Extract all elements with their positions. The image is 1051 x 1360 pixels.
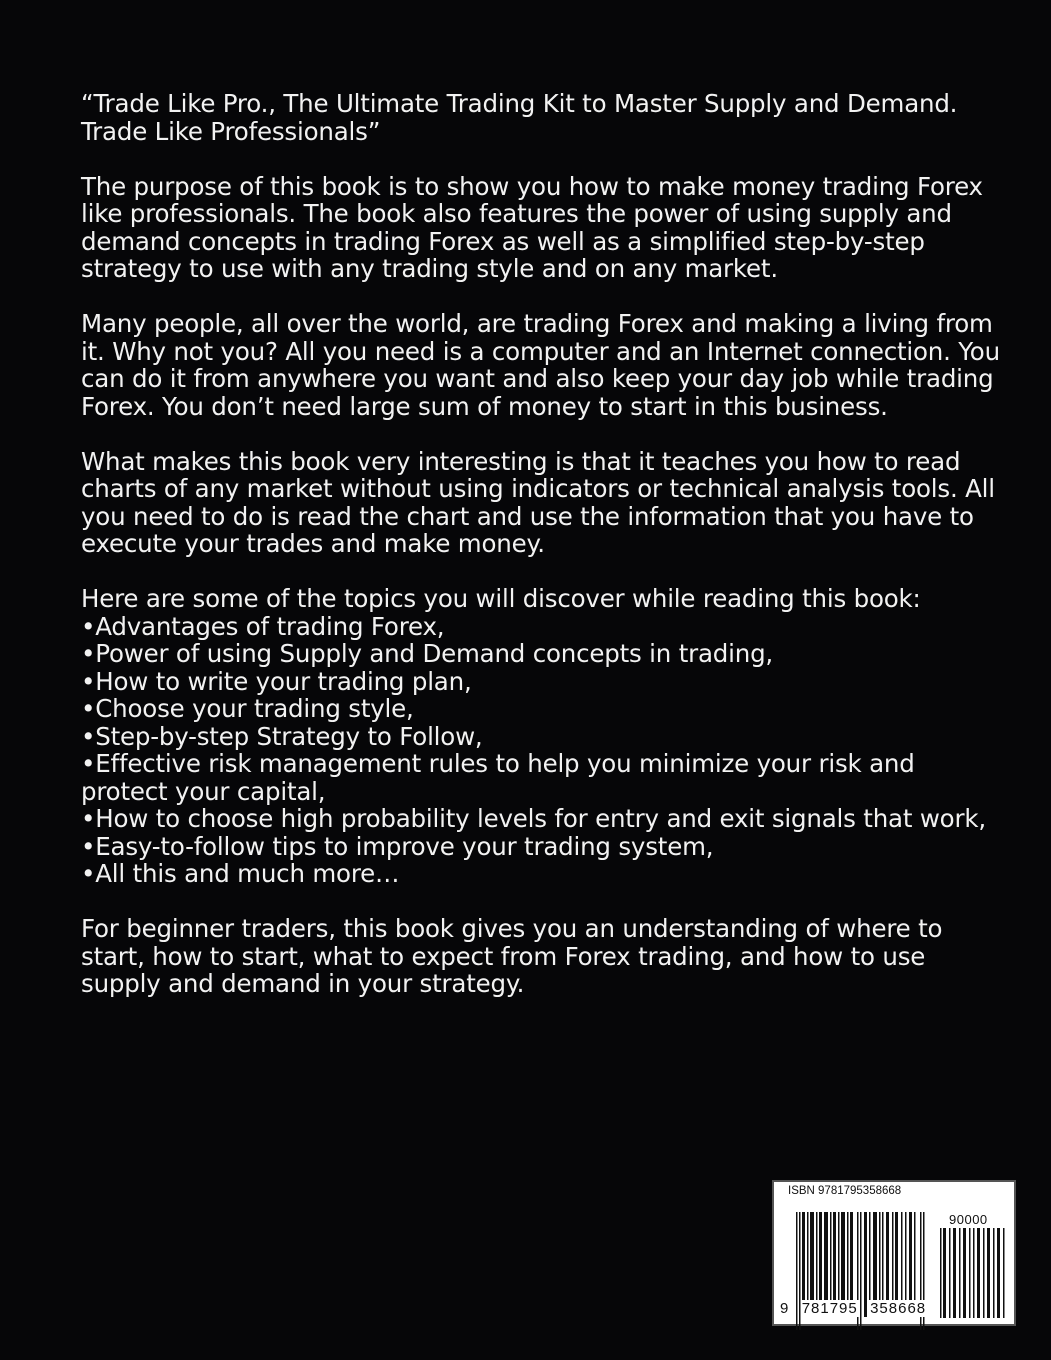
paragraph-charts: What makes this book very interesting is that it teaches you how to read charts of any market without using indicators or technical analysis tools. All you need to do is read the chart and use the information that you have to execute your trades and make money. xyxy=(81,446,995,558)
barcode-digits-group1: 781795 xyxy=(801,1300,858,1317)
list-item: •How to write your trading plan, xyxy=(81,666,472,696)
barcode-digits-group2: 358668 xyxy=(870,1300,927,1317)
title-quote: “Trade Like Pro., The Ultimate Trading Kit to Master Supply and Demand. Trade Like Professionals” xyxy=(81,89,958,146)
list-item: •Power of using Supply and Demand concepts in trading, xyxy=(81,639,774,668)
price-code: 90000 xyxy=(949,1212,988,1227)
barcode-digits xyxy=(779,1300,927,1317)
list-item: •Effective risk management rules to help you minimize your risk and protect your capital, xyxy=(81,749,915,806)
list-item: •Choose your trading style, xyxy=(81,694,414,723)
list-item: •How to choose high probability levels for entry and exit signals that work, xyxy=(81,804,986,833)
paragraph-closing: For beginner traders, this book gives you an understanding of where to start, how to start, what to expect from Forex trading, and how to use supply and demand in your strategy. xyxy=(81,914,943,998)
paragraph-people: Many people, all over the world, are trading Forex and making a living from it. Why not you? All you need is a computer and an Internet connection. You can do it from anywhere you want and also keep your day job while trading Forex. You don’t need large sum of money to start in this business. xyxy=(81,309,1000,421)
barcode-digit-first: 9 xyxy=(780,1300,790,1317)
paragraph-purpose: The purpose of this book is to show you how to make money trading Forex like professionals. The book also features the power of using supply and demand concepts in trading Forex as well as a simplified step-by-step strategy to use with any trading style and on any market. xyxy=(81,171,983,283)
list-item: •All this and much more… xyxy=(81,859,400,888)
back-cover-text xyxy=(81,90,1001,1025)
list-item: •Step-by-step Strategy to Follow, xyxy=(81,721,483,751)
isbn-label: ISBN 9781795358668 xyxy=(788,1185,902,1197)
addon-barcode-icon xyxy=(940,1228,1006,1318)
topics-intro: Here are some of the topics you will discover while reading this book: xyxy=(81,584,921,613)
topics-list xyxy=(81,613,1001,888)
topics-section xyxy=(81,585,1001,888)
isbn-barcode xyxy=(772,1180,1016,1326)
list-item: •Advantages of trading Forex, xyxy=(81,611,445,641)
list-item: •Easy-to-follow tips to improve your trading system, xyxy=(81,831,714,861)
